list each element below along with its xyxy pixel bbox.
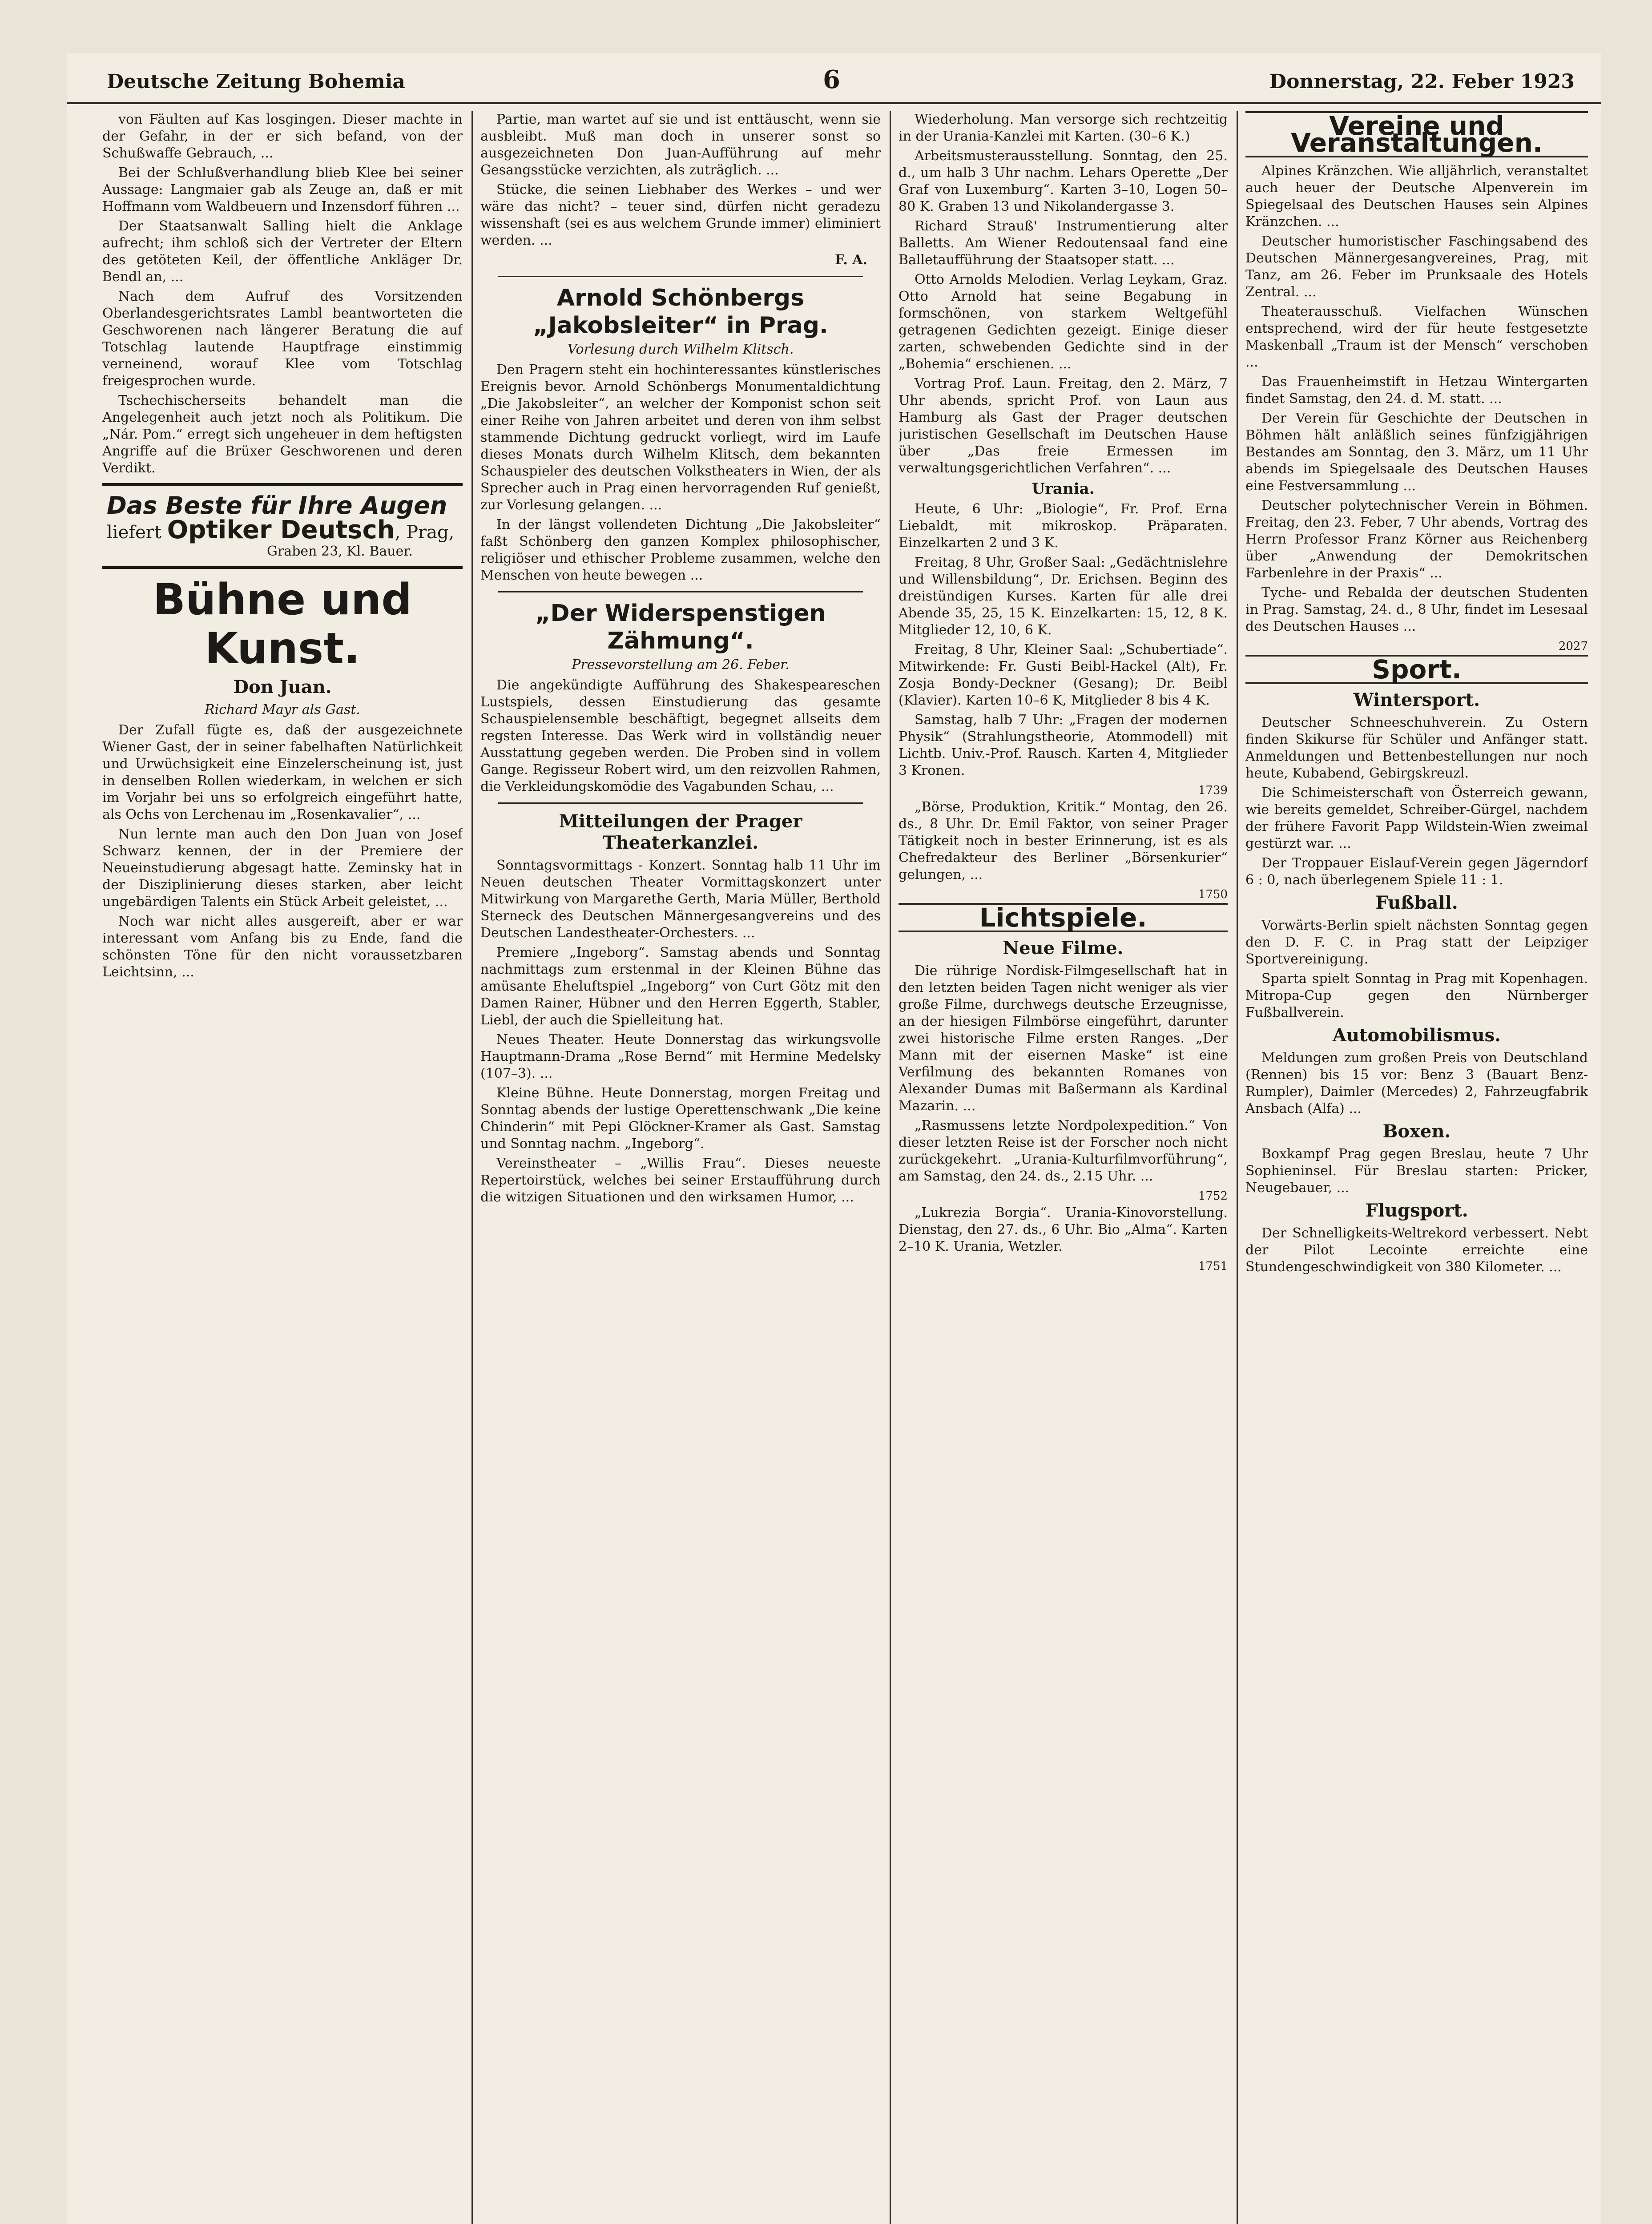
article-title: „Der Widerspenstigen Zähmung“. xyxy=(535,600,826,654)
paragraph: Arbeitsmusterausstellung. Sonntag, den 25. d., um halb 3 Uhr nachm. Lehars Operette „Der Graf von Luxemburg“. Karten 3–10, Logen 50–80 K. Graben 13 und Nikolandergasse 3. xyxy=(899,148,1228,214)
paragraph: Bei der Schlußverhandlung blieb Klee bei seiner Aussage: Langmaier gab als Zeuge an, daß er mit Hoffmann vom Waldbeuern und Inzensdorf führen ... xyxy=(102,165,463,214)
masthead-date: Donnerstag, 22. Feber 1923 xyxy=(1269,70,1575,93)
notice-number: 1750 xyxy=(1198,888,1228,901)
notice-number: 1739 xyxy=(1198,784,1228,797)
masthead-left: Deutsche Zeitung Bohemia xyxy=(107,70,405,93)
paragraph: Sparta spielt Sonntag in Prag mit Kopenhagen. Mitropa-Cup gegen den Nürnberger Fußballverein. xyxy=(1245,971,1588,1020)
paragraph: Der Troppauer Eislauf-Verein gegen Jägerndorf 6 : 0, nach überlegenem Spiele 11 : 1. xyxy=(1245,855,1588,888)
ad-address: Graben 23, Kl. Bauer. xyxy=(267,544,413,559)
paragraph: Wiederholung. Man versorge sich rechtzeitig in der Urania-Kanzlei mit Karten. (30–6 K.) xyxy=(899,112,1228,144)
paragraph: Heute, 6 Uhr: „Biologie“, Fr. Prof. Erna Liebaldt, mit mikroskop. Präparaten. Einzelkarten 2 und 3 K. xyxy=(899,501,1228,551)
notice-number: 1751 xyxy=(1198,1260,1228,1273)
column-2 xyxy=(480,111,881,2224)
article-subtitle: Richard Mayr als Gast. xyxy=(205,702,360,717)
paragraph: Den Pragern steht ein hochinteressantes künstlerisches Ereignis bevor. Arnold Schönbergs Monumentaldichtung „Die Jakobsleiter“, an welcher der Komponist schon seit einer Reihe von Jahren arbeitet und deren von ihm selbst stammende Dichtung gedruckt vorliegt, wird im Laufe dieses Monats durch Wilhelm Klitsch, dem bekannten Schauspieler des deutschen Volkstheaters in Wien, der als Sprecher auch in Prag einen hervorragenden Ruf genießt, zur Vorlesung gelangen. ... xyxy=(480,362,881,513)
paragraph: Die Schimeisterschaft von Österreich gewann, wie bereits gemeldet, Schreiber-Gürgel, nachdem der frühere Favorit Papp Wildstein-Wien zweimal gestürzt war. ... xyxy=(1245,785,1588,851)
paragraph: Samstag, halb 7 Uhr: „Fragen der modernen Physik“ (Strahlungstheorie, Atommodell) mit Lichtb. Univ.-Prof. Rausch. Karten 4, Mitglieder 3 Kronen. xyxy=(899,712,1228,778)
article-title: Mitteilungen der Prager Theaterkanzlei. xyxy=(559,811,802,853)
page-header xyxy=(67,53,1601,104)
column-rule-2 xyxy=(890,111,891,2224)
paragraph: Vereinstheater – „Willis Frau“. Dieses neueste Repertoirstück, welches bei seiner Erstaufführung durch die witzigen Situationen und den wirksamen Humor, ... xyxy=(480,1156,881,1205)
ad-line xyxy=(107,516,458,544)
paragraph: Vortrag Prof. Laun. Freitag, den 2. März, 7 Uhr abends, spricht Prof. von Laun aus Hamburg als Gast der Prager deutschen juristischen Gesellschaft im Deutschen Hause über „Das freie Ermessen im verwaltungsgerichtlichen Verfahren“. ... xyxy=(899,376,1228,476)
paragraph: Nach dem Aufruf des Vorsitzenden Oberlandesgerichtsrates Lambl beantworteten die Geschworenen nach längerer Beratung die auf Totschlag lautende Hauptfrage einstimmig verneinend, worauf Klee vom Totschlag freigesprochen wurde. xyxy=(102,289,463,389)
paragraph: Das Frauenheimstift in Hetzau Wintergarten findet Samstag, den 24. d. M. statt. ... xyxy=(1245,374,1588,407)
paragraph: Alpines Kränzchen. Wie alljährlich, veranstaltet auch heuer der Deutsche Alpenverein im Spiegelsaal des Deutschen Hauses sein Alpines Kränzchen. ... xyxy=(1245,163,1588,230)
section-subheading: Fußball. xyxy=(1375,892,1458,913)
section-heading-clubs: Vereine und Veranstaltungen. xyxy=(1245,111,1588,157)
paragraph: „Lukrezia Borgia“. Urania-Kinovorstellung. Dienstag, den 27. ds., 6 Uhr. Bio „Alma“. Karten 2–10 K. Urania, Wetzler. xyxy=(899,1205,1228,1254)
divider xyxy=(498,591,863,592)
paragraph: Premiere „Ingeborg“. Samstag abends und Sonntag nachmittags zum erstenmal in der Kleinen Bühne das amüsante Eheluftspiel „Ingeborg“ von Curt Götz mit den Damen Rainer, Hübner und den Herren Eggerth, Stabler, Liebl, der auch die Spielleitung hat. xyxy=(480,945,881,1028)
section-heading-cinema: Lichtspiele. xyxy=(899,903,1228,932)
column-1 xyxy=(102,111,463,2224)
ad-lead: liefert xyxy=(107,522,161,543)
paragraph: Nun lernte man auch den Don Juan von Josef Schwarz kennen, der in der Premiere der Neueinstudierung abgesagt hatte. Zeminsky hat in der Disziplinierung dieses starken, aber leicht ungebärdigen Talents ein Stück Arbeit geleistet, ... xyxy=(102,826,463,910)
paragraph: In der längst vollendeten Dichtung „Die Jakobsleiter“ faßt Schönberg den ganzen Komplex philosophischer, religiöser und ethischer Probleme zusammen, welche den Menschen von heute bewegen ... xyxy=(480,517,881,583)
ad-title: Das Beste für Ihre Augen xyxy=(107,492,447,520)
paragraph: Tschechischerseits behandelt man die Angelegenheit auch jetzt noch als Politikum. Die „Nár. Pom.“ erregt sich ungeheuer in dem heftigsten Angriffe auf die Brüxer Geschworenen und deren Verdikt. xyxy=(102,393,463,476)
ad-name: Optiker Deutsch xyxy=(167,516,395,544)
section-heading-stage: Bühne und Kunst. xyxy=(153,575,412,673)
paragraph: Theaterausschuß. Vielfachen Wünschen entsprechend, wird der für heute festgesetzte Maskenball „Traum ist der Mensch“ verschoben ... xyxy=(1245,304,1588,370)
notice-number: 1752 xyxy=(1198,1189,1228,1203)
paragraph: Richard Strauß' Instrumentierung alter Balletts. Am Wiener Redoutensaal fand eine Balletaufführung der Staatsoper statt. ... xyxy=(899,218,1228,268)
column-3 xyxy=(899,111,1228,2224)
paragraph: Deutscher polytechnischer Verein in Böhmen. Freitag, den 23. Feber, 7 Uhr abends, Vortrag des Herrn Professor Franz Körner aus Reichenberg über „Anwendung der Demokritschen Farbenlehre in der Praxis“ ... xyxy=(1245,498,1588,581)
column-4 xyxy=(1245,111,1588,2224)
notice-number: 2027 xyxy=(1558,640,1588,653)
paragraph: Stücke, die seinen Liebhaber des Werkes – und wer wäre das nicht? – teuer sind, dürfen nicht geradezu wissenshaft (sei es aus welchem Grunde immer) eliminiert werden. ... xyxy=(480,182,881,248)
section-subheading: Wintersport. xyxy=(1353,689,1480,710)
divider xyxy=(498,276,863,277)
paragraph: Vorwärts-Berlin spielt nächsten Sonntag gegen den D. F. C. in Prag statt der Leipziger Sportvereinigung. xyxy=(1245,918,1588,967)
newspaper-page xyxy=(67,53,1601,2224)
paragraph: Neues Theater. Heute Donnerstag das wirkungsvolle Hauptmann-Drama „Rose Bernd“ mit Hermine Medelsky (107–3). ... xyxy=(480,1032,881,1081)
paragraph: Deutscher humoristischer Faschingsabend des Deutschen Männergesangvereines, Prag, mit Tanz, am 26. Feber im Prunksaale des Hotels Zentral. ... xyxy=(1245,234,1588,300)
paragraph: Freitag, 8 Uhr, Kleiner Saal: „Schubertiade“. Mitwirkende: Fr. Gusti Beibl-Hackel (Alt), Fr. Zosja Bondy-Deckner (Gesang); Dr. Beibl (Klavier). Karten 10–6 K, Mitglieder 8 bis 4 K. xyxy=(899,642,1228,708)
paragraph: Kleine Bühne. Heute Donnerstag, morgen Freitag und Sonntag abends der lustige Operettenschwank „Die keine Chinderin“ mit Pepi Glöckner-Kramer als Gast. Samstag und Sonntag nachm. „Ingeborg“. xyxy=(480,1085,881,1152)
paragraph: Partie, man wartet auf sie und ist enttäuscht, wenn sie ausbleibt. Muß man doch in unserer sonst so ausgezeichneten Don Juan-Aufführung auf mehr Gesangsstücke verzichten, als zuträglich. ... xyxy=(480,112,881,178)
article-title: Arnold Schönbergs „Jakobsleiter“ in Prag. xyxy=(533,285,828,339)
section-subheading: Automobilismus. xyxy=(1332,1025,1501,1046)
paragraph: Sonntagsvormittags - Konzert. Sonntag halb 11 Uhr im Neuen deutschen Theater Vormittagskonzert unter Mitwirkung von Margarethe Gerth, Maria Müller, Berthold Sterneck des Deutschen Männergesangvereins und des Deutschen Landestheater-Orchesters. ... xyxy=(480,858,881,941)
paragraph: Deutscher Schneeschuhverein. Zu Ostern finden Skikurse für Schüler und Anfänger statt. Anmeldungen und Bettenbestellungen nur noch heute, Kubabend, Gebirgskreuzl. xyxy=(1245,715,1588,781)
paragraph: Die rührige Nordisk-Filmgesellschaft hat in den letzten beiden Tagen nicht weniger als vier große Filme, durchwegs deutsche Erzeugnisse, an der hiesigen Filmbörse eingeführt, darunter zwei historische Filme ersten Ranges. „Der Mann mit der eisernen Maske“ ist eine Verfilmung des bekannten Romanes von Alexander Dumas mit Baßermann als Kardinal Mazarin. ... xyxy=(899,963,1228,1114)
paragraph: von Fäulten auf Kas losgingen. Dieser machte in der Gefahr, in der er sich befand, von der Schußwaffe Gebrauch, ... xyxy=(102,112,463,161)
paragraph: Der Zufall fügte es, daß der ausgezeichnete Wiener Gast, der in seiner fabelhaften Natürlichkeit und Urwüchsigkeit eine Einzelerscheinung ist, just in denselben Rollen wiederkam, in welchen er sich im Vorjahr bei uns so erfolgreich eingeführt hatte, als Ochs von Lerchenau im „Rosenkavalier“, ... xyxy=(102,722,463,822)
paragraph: Der Staatsanwalt Salling hielt die Anklage aufrecht; ihm schloß sich der Vertreter der Eltern des getöteten Keil, der öffentliche Ankläger Dr. Bendl an, ... xyxy=(102,218,463,285)
page-number: 6 xyxy=(823,65,840,94)
divider xyxy=(498,802,863,804)
paragraph: Freitag, 8 Uhr, Großer Saal: „Gedächtnislehre und Willensbildung“, Dr. Erichsen. Beginn des dreistündigen Kurses. Karten für alle drei Abende 35, 25, 15 K. Einzelkarten: 15, 12, 8 K. Mitglieder 12, 10, 6 K. xyxy=(899,555,1228,638)
column-rule-3 xyxy=(1237,111,1238,2224)
paragraph: Boxkampf Prag gegen Breslau, heute 7 Uhr Sophieninsel. Für Breslau starten: Pricker, Neugebauer, ... xyxy=(1245,1146,1588,1196)
section-subheading: Flugsport. xyxy=(1365,1200,1468,1221)
article-title: Don Juan. xyxy=(233,677,332,697)
paragraph: Tyche- und Rebalda der deutschen Studenten in Prag. Samstag, 24. d., 8 Uhr, findet im Lesesaal des Deutschen Hauses ... xyxy=(1245,585,1588,634)
column-rule-1 xyxy=(471,111,473,2224)
section-subheading: Neue Filme. xyxy=(1003,938,1124,959)
section-heading-sport: Sport. xyxy=(1245,655,1588,684)
article-subtitle: Pressevorstellung am 26. Feber. xyxy=(572,657,790,673)
paragraph: Der Schnelligkeits-Weltrekord verbessert. Nebt der Pilot Lecointe erreichte eine Stundengeschwindigkeit von 380 Kilometer. ... xyxy=(1245,1225,1588,1275)
paragraph: „Rasmussens letzte Nordpolexpedition.“ Von dieser letzten Reise ist der Forscher noch nicht zurückgekehrt. „Urania-Kulturfilmvorführung“, am Samstag, den 24. ds., 2.15 Uhr. ... xyxy=(899,1118,1228,1184)
paragraph: Meldungen zum großen Preis von Deutschland (Rennen) bis 15 vor: Benz 3 (Bauart Benz-Rumpler), Daimler (Mercedes) 2, Fahrzeugfabrik Ansbach (Alfa) ... xyxy=(1245,1050,1588,1116)
article-subtitle: Vorlesung durch Wilhelm Klitsch. xyxy=(567,342,794,357)
signature: F. A. xyxy=(835,252,867,268)
optician-advertisement xyxy=(102,483,463,569)
section-subheading: Boxen. xyxy=(1382,1121,1451,1142)
urania-heading: Urania. xyxy=(1031,480,1095,498)
ad-city: , Prag, xyxy=(395,522,455,543)
paragraph: Otto Arnolds Melodien. Verlag Leykam, Graz. Otto Arnold hat seine Begabung in formschönen, von starkem Weltgefühl getragenen Gedichten gezeigt. Einige dieser zarten, schwebenden Gedichte sind in der „Bohemia“ erschienen. ... xyxy=(899,272,1228,372)
paragraph: Noch war nicht alles ausgereift, aber er war interessant vom Anfang bis zu Ende, fand die schönsten Töne für den nicht voraussetzbaren Leichtsinn, ... xyxy=(102,914,463,980)
paragraph: Die angekündigte Aufführung des Shakespeareschen Lustspiels, dessen Einstudierung das gesamte Schauspielensemble beschäftigt, begegnet allseits dem regsten Interesse. Das Werk wird in vollständig neuer Ausstattung gegeben werden. Die Proben sind in vollem Gange. Regisseur Robert wird, um den reizvollen Rahmen, die Verkleidungskomödie des Vagabunden Schau, ... xyxy=(480,677,881,794)
paragraph: Der Verein für Geschichte der Deutschen in Böhmen hält anläßlich seines fünfzigjährigen Bestandes am Sonntag, den 3. März, um 11 Uhr abends im Spiegelsaale des Deutschen Hauses eine Festversammlung ... xyxy=(1245,411,1588,494)
paragraph: „Börse, Produktion, Kritik.“ Montag, den 26. ds., 8 Uhr. Dr. Emil Faktor, von seiner Prager Tätigkeit noch in bester Erinnerung, ist es als Chefredakteur des Berliner „Börsenkurier“ gelungen, ... xyxy=(899,799,1228,882)
